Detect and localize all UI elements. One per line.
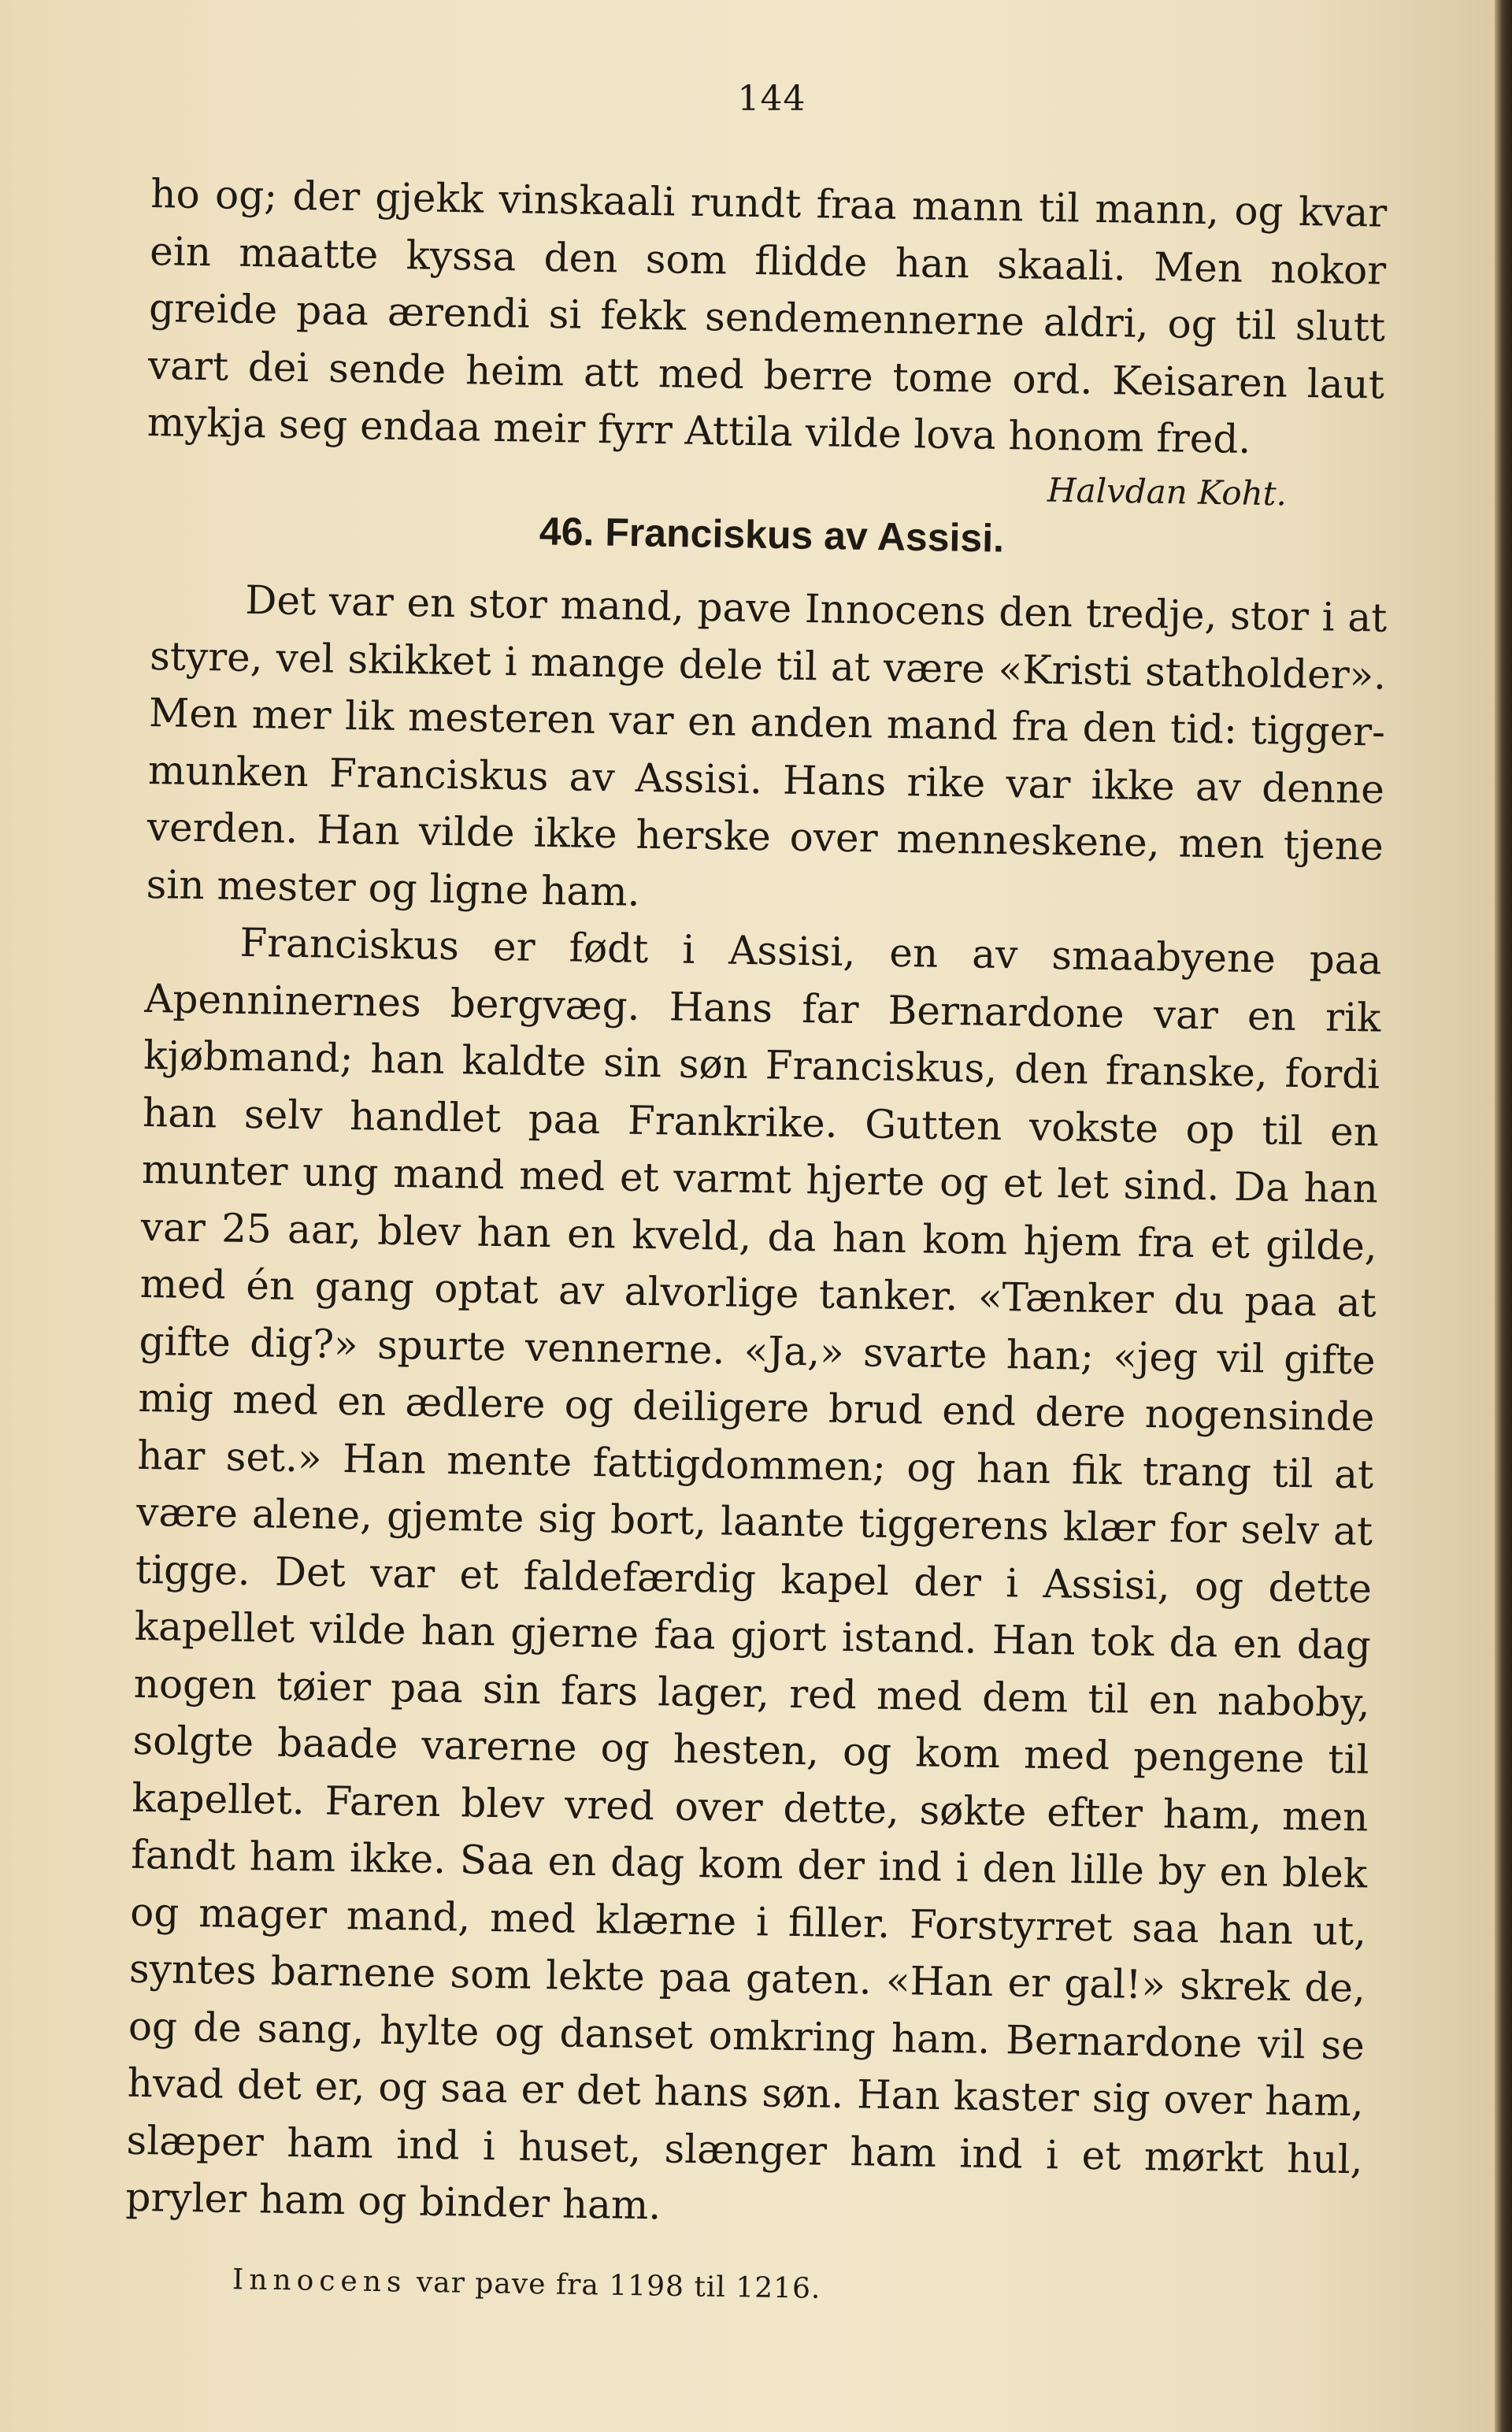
footnote-text: var pave fra 1198 til 1216. xyxy=(416,2266,821,2305)
page-number: 144 xyxy=(737,79,806,119)
section-body xyxy=(125,570,1388,2245)
page-edge-shadow xyxy=(1495,0,1512,2432)
previous-section-text xyxy=(146,165,1388,470)
paragraph-continuation: ho og; der gjekk vinskaali rundt fraa mann til mann, og kvar ein maatte kyssa den som flidde han skaali. Men nokor greide paa ærendi si fekk sendemennerne aldri, og til slutt vart dei sende heim att med berre tome ord. Keisaren laut mykja seg endaa meir fyrr Attila vilde lova honom fred. xyxy=(146,170,1388,462)
footnote-term: Innocens xyxy=(232,2263,407,2299)
paragraph: Det var en stor mand, pave Innocens den tredje, stor i at styre, vel skikket i mange dele til at være «Kristi statholder». Men mer lik mesteren var en anden mand fra den tid: tigger-munken Franciskus av Assisi. Hans rike var ikke av denne verden. Han vilde ikke herske over menneskene, men tjene sin mester og ligne ham. xyxy=(146,576,1388,915)
footnote xyxy=(232,2263,821,2305)
author-signature: Halvdan Koht. xyxy=(1047,470,1288,513)
section-title: 46. Franciskus av Assisi. xyxy=(539,509,1005,561)
paragraph: Franciskus er født i Assisi, en av smaabyene paa Apenninernes bergvæg. Hans far Bernardone var en rik kjøbmand; han kaldte sin søn Franciskus, den franske, fordi han selv handlet paa Frankrike. Gutten vokste op til en munter ung mand med et varmt hjerte og et let sind. Da han var 25 aar, blev han en kveld, da han kom hjem fra et gilde, med én gang optat av alvorlige tanker. «Tænker du paa at gifte dig?» spurte vennerne. «Ja,» svarte han; «jeg vil gifte mig med en ædlere og deiligere brud end dere nogensinde har set.» Han mente fattigdommen; og han fik trang til at være alene, gjemte sig bort, laante tiggerens klær for selv at tigge. Det var et faldefærdig kapel der i Assisi, og dette kapellet vilde han gjerne faa gjort istand. Han tok da en dag nogen tøier paa sin fars lager, red med dem til en naboby, solgte baade varerne og hesten, og kom med pengene til kapellet. Faren blev vred over dette, søkte efter ham, men fandt ham ikke. Saa en dag kom der ind i den lille by en blek og mager mand, med klærne i filler. Forstyrret saa han ut, syntes barnene som lekte paa gaten. «Han er gal!» skrek de, og de sang, hylte og danset omkring ham. Bernardone vil se hvad det er, og saa er det hans søn. Han kaster sig over ham, slæper ham ind i huset, slænger ham ind i et mørkt hul, pryler ham og binder ham. xyxy=(125,919,1382,2229)
